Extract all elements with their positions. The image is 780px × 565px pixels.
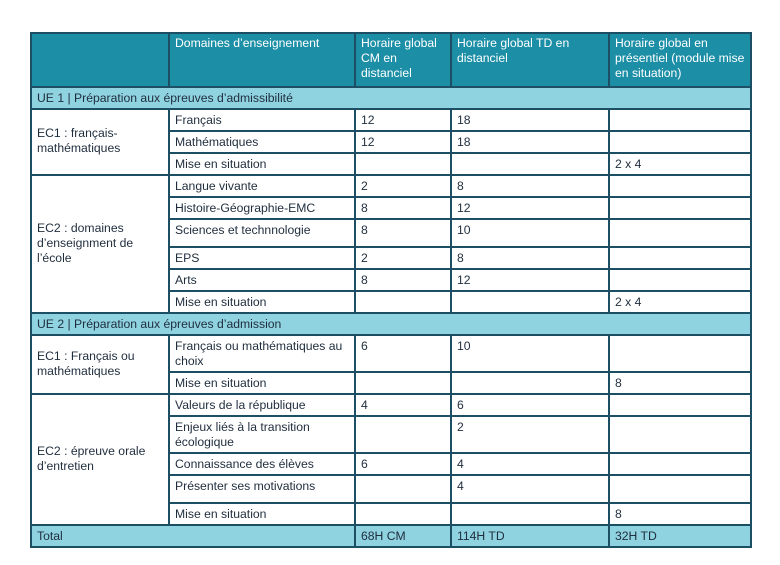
pres-cell: 8: [609, 503, 751, 525]
td-cell: 12: [451, 269, 609, 291]
domaine-cell: Mathématiques: [169, 131, 355, 153]
td-cell: 10: [451, 219, 609, 247]
ue1-row: [31, 87, 751, 109]
domaine-cell: Français: [169, 109, 355, 131]
domaine-cell: Arts: [169, 269, 355, 291]
pres-cell: 2 x 4: [609, 153, 751, 175]
td-cell: [451, 153, 609, 175]
cm-cell: [355, 475, 451, 503]
hours-table: [30, 32, 752, 548]
table-row: [31, 175, 751, 197]
header-empty: [31, 33, 169, 87]
domaine-cell: Connaissance des élèves: [169, 453, 355, 475]
total-cm: 68H CM: [355, 525, 451, 547]
pres-cell: [609, 335, 751, 372]
td-cell: 12: [451, 197, 609, 219]
td-cell: 2: [451, 416, 609, 453]
domaine-cell: Langue vivante: [169, 175, 355, 197]
td-cell: 8: [451, 175, 609, 197]
ue1-ec1-label: EC1 : français-mathématiques: [31, 109, 169, 175]
ue2-row: [31, 313, 751, 335]
pres-cell: 8: [609, 372, 751, 394]
table-row: [31, 394, 751, 416]
cm-cell: 12: [355, 131, 451, 153]
header-domaines: Domaines d’enseignement: [169, 33, 355, 87]
header-cm: Horaire global CM en distanciel: [355, 33, 451, 87]
cm-cell: 8: [355, 219, 451, 247]
ue2-ec1-label: EC1 : Français ou mathématiques: [31, 335, 169, 394]
pres-cell: [609, 109, 751, 131]
total-label: Total: [31, 525, 355, 547]
pres-cell: [609, 175, 751, 197]
pres-cell: [609, 475, 751, 503]
domaine-cell: Présenter ses motivations: [169, 475, 355, 503]
total-row: [31, 525, 751, 547]
ue1-label: UE 1 | Préparation aux épreuves d’admissibilité: [31, 87, 751, 109]
domaine-cell: Mise en situation: [169, 291, 355, 313]
td-cell: 4: [451, 475, 609, 503]
domaine-cell: Mise en situation: [169, 503, 355, 525]
cm-cell: [355, 153, 451, 175]
table-row: [31, 109, 751, 131]
domaine-cell: Mise en situation: [169, 372, 355, 394]
header-row: [31, 33, 751, 87]
cm-cell: 6: [355, 335, 451, 372]
pres-cell: [609, 269, 751, 291]
table-row: [31, 335, 751, 372]
ue2-label: UE 2 | Préparation aux épreuves d’admission: [31, 313, 751, 335]
td-cell: 18: [451, 109, 609, 131]
td-cell: 6: [451, 394, 609, 416]
td-cell: 10: [451, 335, 609, 372]
domaine-cell: EPS: [169, 247, 355, 269]
td-cell: [451, 372, 609, 394]
pres-cell: [609, 247, 751, 269]
pres-cell: [609, 131, 751, 153]
cm-cell: 12: [355, 109, 451, 131]
header-td: Horaire global TD en distanciel: [451, 33, 609, 87]
cm-cell: 2: [355, 175, 451, 197]
domaine-cell: Histoire-Géographie-EMC: [169, 197, 355, 219]
td-cell: [451, 291, 609, 313]
td-cell: 18: [451, 131, 609, 153]
total-pres: 32H TD: [609, 525, 751, 547]
td-cell: 4: [451, 453, 609, 475]
ue1-ec2-label: EC2 : domaines d’enseignment de l’école: [31, 175, 169, 313]
domaine-cell: Mise en situation: [169, 153, 355, 175]
cm-cell: 4: [355, 394, 451, 416]
cm-cell: 6: [355, 453, 451, 475]
total-td: 114H TD: [451, 525, 609, 547]
header-presentiel: Horaire global en présentiel (module mise en situation): [609, 33, 751, 87]
td-cell: [451, 503, 609, 525]
domaine-cell: Sciences et technnologie: [169, 219, 355, 247]
pres-cell: [609, 219, 751, 247]
domaine-cell: Français ou mathématiques au choix: [169, 335, 355, 372]
pres-cell: [609, 197, 751, 219]
ue2-ec2-label: EC2 : épreuve orale d’entretien: [31, 394, 169, 525]
td-cell: 8: [451, 247, 609, 269]
cm-cell: [355, 291, 451, 313]
pres-cell: 2 x 4: [609, 291, 751, 313]
pres-cell: [609, 394, 751, 416]
cm-cell: [355, 416, 451, 453]
cm-cell: 8: [355, 197, 451, 219]
domaine-cell: Valeurs de la république: [169, 394, 355, 416]
cm-cell: [355, 372, 451, 394]
cm-cell: 8: [355, 269, 451, 291]
domaine-cell: Enjeux liés à la transition écologique: [169, 416, 355, 453]
cm-cell: [355, 503, 451, 525]
pres-cell: [609, 453, 751, 475]
cm-cell: 2: [355, 247, 451, 269]
pres-cell: [609, 416, 751, 453]
